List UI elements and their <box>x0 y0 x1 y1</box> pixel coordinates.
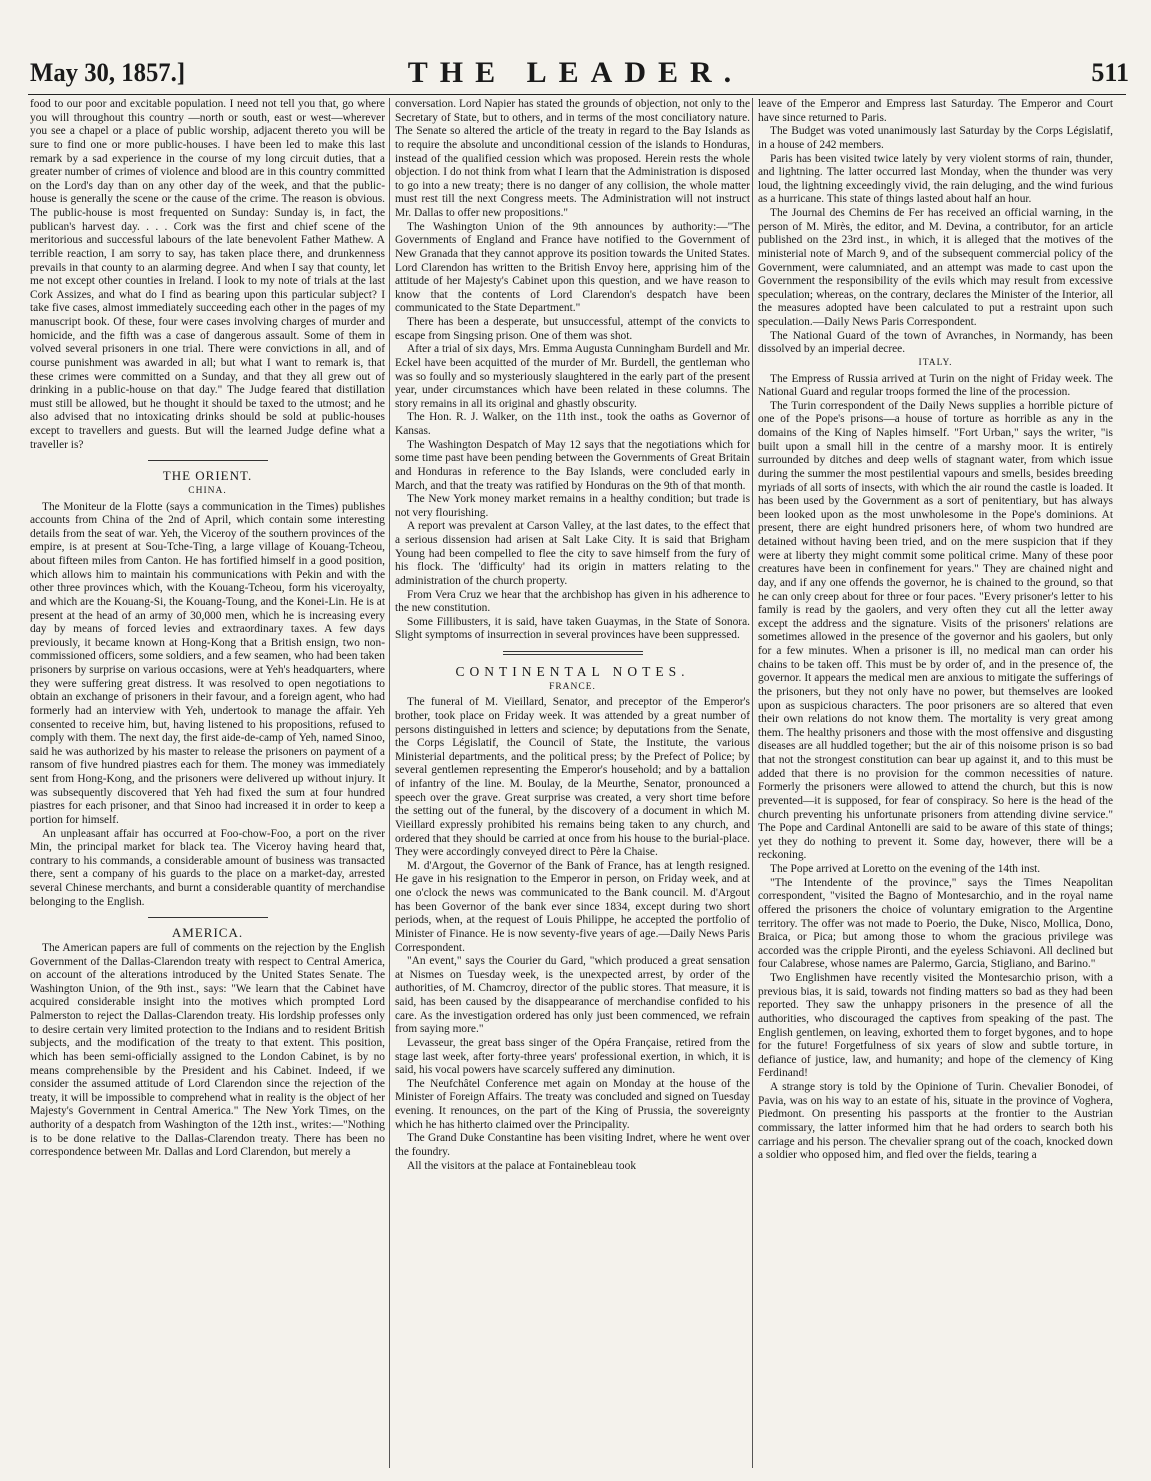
paragraph: The American papers are full of comments on the rejection by the English Government of the Dallas-Clarendon treaty with respect to Central America, on account of the alterations introduced by the United States Senate. The Washington Union, of the 9th inst., says: "We learn that the Cabinet have acquired considerable insight into the motives which prompted Lord Palmerston to reject the Dallas-Clarendon treaty. His lordship professes only to desire certain very limited protection to the Indians and to resident British subjects, and the modification of the treaty to that extent. This position, which has been semi-officially assigned to the London Cabinet, is by no means comprehensible by the President and his Cabinet. Indeed, if we consider the assumed attitude of Lord Clarendon since the rejection of the treaty, it will be impossible to comprehend what in reality is the object of her Majesty's Government in Central America." The New York Times, on the authority of a despatch from Washington of the 12th inst., writes:—"Nothing is to be done relative to the Dallas-Clarendon treaty. There has been no correspondence between Mr. Dallas and Lord Clarendon, but merely a <box>30 941 385 1159</box>
paragraph: The Pope arrived at Loretto on the evening of the 14th inst. <box>770 863 1041 875</box>
section-heading-continental-notes: CONTINENTAL NOTES. <box>455 664 690 679</box>
paragraph: The Washington Union of the 9th announces by authority:—"The Governments of England and France have notified to the Government of New Granada that they cannot approve its position towards the United States. Lord Clarendon has written to the British Envoy here, apprising him of the attitude of her Majesty's Cabinet upon this question, and we have reason to know that the contents of Lord Clarendon's despatch have been communicated to the State Department." <box>395 220 750 315</box>
paragraph: From Vera Cruz we hear that the archbishop has given in his adherence to the new constitution. <box>395 588 750 615</box>
section-heading-orient: THE ORIENT. <box>162 468 253 484</box>
paragraph: There has been a desperate, but unsuccessful, attempt of the convicts to escape from Singsing prison. One of them was shot. <box>395 316 750 342</box>
paragraph: The Hon. R. J. Walker, on the 11th inst., took the oaths as Governor of Kansas. <box>395 411 750 437</box>
paragraph: conversation. Lord Napier has stated the grounds of objection, not only to the Secretary of State, but to others, and in terms of the most conciliatory nature. The Senate so altered the article of the treaty in regard to the Bay Islands as to require the absolute and unconditional cession of the islands to Honduras, instead of the qualified cession which was proposed. Herein rests the whole objection. I do not think from what I learn that the Administration is disposed to go into a new treaty; there is no danger of any collision, the whole matter must rest till the next Congress meets. The Administration will not instruct Mr. Dallas to offer new propositions." <box>395 98 750 219</box>
paragraph: A report was prevalent at Carson Valley, at the last dates, to the effect that a serious dissension had arisen at Salt Lake City. It is said that Brigham Young had been compelled to flee the city to save himself from the fury of his flock. The 'difficulty' had its origin in matters relating to the administration of the church property. <box>395 520 750 587</box>
paragraph: The Turin correspondent of the Daily News supplies a horrible picture of one of the Pope's prisons—a house of torture as horrible as any in the domains of the King of Naples himself. "Fort Urban," says the writer, "is built upon a small hill in the centre of a marshy moor. It is entirely surrounded by ditches and deep wells of stagnant water, from which issue during the summer the most pestilential vapours and smells, besides breeding myriads of all sorts of insects, with which the air round the castle is loaded. It has been used by the Government as a sort of penitentiary, but has always been looked upon as the most unwholesome in the Pope's dominions. At present, there are eight hundred prisoners here, of whom two hundred are detained without having been tried, and on the mere suspicion that if they were at liberty they might commit some political crime. Many of these poor creatures have been in confinement for years." They are chained night and day, and if any one offends the governor, he is chained to the ground, so that he can only creep about for three or four paces. "Every prisoner's letter to his family is read by the gaolers, and very often they cut all the letter away except the address and the signature. Visits of the prisoners' relations are sometimes allowed in the presence of the governor and his gaolers, but only for a few minutes. When a prisoner is ill, no medical man can order his chains to be taken off. This must be by order of, and in the presence of, the governor. It appears the medical men are anxious to mitigate the sufferings of the prisoners, but they not only have no power, but themselves are looked upon as suspicious characters. The poor prisoners are so altered that even their own relations do not know them. The mortality is very great among them. The healthy prisoners and those with the most offensive and disgusting diseases are all huddled together; but the air of this noisome prison is so bad that not the strongest constitution can bear up against it, and to this must be added that there is no provision for the common necessities of nature. Formerly the prisoners were allowed to attend the church, but this is now prevented—it is supposed, for fear of conspiracy. So here is the head of the church preventing his unfortunate prisoners from attending divine service." The Pope and Cardinal Antonelli are said to be aware of this state of things; yet they do nothing to prevent it. Some day, however, there will be a reckoning. <box>758 399 1113 862</box>
section-divider <box>503 651 643 655</box>
column-1 <box>30 98 385 1468</box>
masthead-title: THE LEADER. <box>407 56 744 89</box>
paragraph: Two Englishmen have recently visited the Montesarchio prison, with a previous bias, it is said, towards not finding matters so bad as they had been reported. They saw the unhappy prisoners in the presence of all the authorities, who discouraged the captives from speaking of the past. The English gentlemen, on leaving, exhorted them to forget bygones, and to hope for the future! Forgetfulness of six years of slow and subtle torture, in defiance of justice, law, and humanity; and hope of the clemency of King Ferdinand! <box>758 972 1113 1080</box>
paragraph: The Grand Duke Constantine has been visiting Indret, where he went over the foundry. <box>395 1132 750 1158</box>
section-divider <box>148 460 268 461</box>
paragraph: The National Guard of the town of Avranches, in Normandy, has been dissolved by an imperial decree. <box>758 329 1113 356</box>
paragraph: The Empress of Russia arrived at Turin on the night of Friday week. The National Guard and regular troops formed the line of the procession. <box>758 372 1113 399</box>
issue-date: May 30, 1857.] <box>30 58 186 87</box>
paragraph: The Moniteur de la Flotte (says a communication in the Times) publishes accounts from China of the 2nd of April, which contain some interesting details from the seat of war. Yeh, the Viceroy of the southern provinces of the empire, is at present at Sou-Tche-Ting, a large village of Kouang-Tcheou, about fifteen miles from Canton. He has fortified himself in a good position, which allows him to maintain his communications with Pekin and with the other three provinces which, with the Kouang-Tcheou, form his viceroyalty, and which are the Kouang-Si, the Kouang-Toung, and the Konei-Lin. He is at present at the head of an army of 30,000 men, which he is increasing every day by means of forced levies and extraordinary taxes. A few days previously, it became known at Hong-Kong that a British ensign, two non-commissioned officers, some soldiers, and a few seamen, who had been taken prisoners by surprise on various occasions, were at Yeh's headquarters, where they were suffering great distress. It was resolved to open negotiations to obtain an exchange of prisoners in their favour, and a foreign agent, who had formerly had an interview with Yeh, undertook to manage the affair. Yeh consented to receive him, but, having listened to his propositions, refused to comply with them. The next day, the first aide-de-camp of Yeh, named Sinoo, said he was authorized by his master to release the prisoners on payment of a ransom of five hundred piastres each for them. The money was immediately sent from Hong-Kong, and the prisoners were delivered up without injury. It was subsequently discovered that Yeh had fixed the sum at four hundred piastres for each prisoner, and that Sinoo had increased it in order to keep a portion for himself. <box>30 500 385 826</box>
paragraph: The Journal des Chemins de Fer has received an official warning, in the person of M. Mirès, the editor, and M. Devina, a contributor, for an article published on the 23rd inst., in which, it is alleged that the motives of the ministerial note of March 9, and of the subsequent commercial policy of the Government, were calumniated, and an attempt was made to cast upon the Government the responsibility of the evils which may result from excessive speculation; whereas, on the contrary, declares the Minister of the Interior, all the measures adopted have been calculated to put a restraint upon such speculation.—Daily News Paris Correspondent. <box>758 207 1113 328</box>
subheading-italy: ITALY. <box>918 357 953 368</box>
page-number: 511 <box>1091 58 1129 87</box>
paragraph: The New York money market remains in a healthy condition; but trade is not very flourishing. <box>395 493 750 519</box>
section-divider <box>148 917 268 918</box>
paragraph: Paris has been visited twice lately by very violent storms of rain, thunder, and lightning. The latter occurred last Monday, when the thunder was very loud, the lightning exceedingly vivid, the rain deluging, and the wind furious as a hurricane. This state of things lasted about half an hour. <box>758 152 1113 206</box>
column-2 <box>395 98 750 1468</box>
column-3 <box>758 98 1113 1468</box>
paragraph: leave of the Emperor and Empress last Saturday. The Emperor and Court have since returned to Paris. <box>758 98 1113 124</box>
paragraph: Some Fillibusters, it is said, have taken Guaymas, in the State of Sonora. Slight symptoms of insurrection in several provinces have been suppressed. <box>395 615 750 642</box>
column-rule <box>389 98 390 1468</box>
paragraph: The Budget was voted unanimously last Saturday by the Corps Législatif, in a house of 242 members. <box>758 125 1113 151</box>
paragraph: "An event," says the Courier du Gard, "which produced a great sensation at Nismes on Tuesday week, is the unexpected arrest, by order of the authorities, of M. Chamcroy, director of the public stores. That measure, it is said, has been caused by the disappearance of merchandise confided to his care. As the investigation ordered has only just been commenced, we refrain from saying more." <box>395 955 750 1036</box>
paragraph: An unpleasant affair has occurred at Foo-chow-Foo, a port on the river Min, the principal market for black tea. The Viceroy having heard that, contrary to his commands, a considerable amount of business was transacted there, sent a company of his guards to the place on a market-day, arrested several Chinese merchants, and burnt a considerable quantity of merchandise belonging to the English. <box>30 827 385 908</box>
paragraph: The Washington Despatch of May 12 says that the negotiations which for some time past have been pending between the Governments of Great Britain and Honduras in reference to the Bay Islands, were concluded early in March, and that the treaty was ratified by Honduras on the 9th of that month. <box>395 438 750 492</box>
paragraph: The funeral of M. Vieillard, Senator, and preceptor of the Emperor's brother, took place on Friday week. It was attended by a great number of persons distinguished in letters and science; by deputations from the Senate, the Corps Législatif, the Council of State, the Institute, the various Ministerial departments, and the political press; by the Prefect of Police; by several gentlemen representing the Emperor's household; and by a battalion of infantry of the line. M. Boulay, de la Meurthe, Senator, pronounced a speech over the grave. Great surprise was created, a very short time before the setting out of the funeral, by the discovery of a document in which M. Vieillard expressly prohibited his remains being taken to any church, and ordered that they should be carried at once from his house to the burial-place. They were accordingly conveyed direct to Père la Chaise. <box>395 696 750 859</box>
subheading-france: FRANCE. <box>549 681 596 692</box>
paragraph: The Neufchâtel Conference met again on Monday at the house of the Minister of Foreign Affairs. The treaty was concluded and signed on Tuesday evening. It renounces, on the part of the King of Prussia, the sovereignty which he has hitherto claimed over the Principality. <box>395 1077 750 1131</box>
section-heading-america: AMERICA. <box>171 925 244 941</box>
paragraph: M. d'Argout, the Governor of the Bank of France, has at length resigned. He gave in his resignation to the Emperor in person, on Friday week, and at one o'clock the news was communicated to the Bank council. M. d'Argout has been Governor of the bank ever since 1834, except during two short periods, when, at the request of Louis Philippe, he accepted the portfolio of Minister of Finance. He is now seventy-five years of age.—Daily News Paris Correspondent. <box>395 859 750 954</box>
page-header <box>0 52 1151 94</box>
paragraph: food to our poor and excitable population. I need not tell you that, go where you will throughout this country —north or south, east or west—wherever you see a chapel or a place of public worship, adjacent thereto you will be sure to find one or more public-houses. I have been led to make this last remark by a sad experience in the course of my long circuit duties, that a greater number of crimes of violence and blood are in this country committed on the Lord's day than on any other day of the week, and that the public-house is generally the scene or the cause of the crime. The reason is obvious. The public-house is most frequented on Sunday: Sunday is, in fact, the publican's harvest day. . . . Cork was the first and chief scene of the meritorious and successful labours of the late benevolent Father Mathew. A terrible reaction, I am sorry to say, has taken place there, and drunkenness prevails in that county to an alarming degree. And when I say that county, let me not except other counties in Ireland. I look to my note of trials at the last Cork Assizes, and what do I find as bearing upon this particular subject? I take five cases, almost immediately succeeding each other in the pages of my manuscript book. Of these, four were cases involving charges of murder and homicide, and the fifth was a case of dangerous assault. Some of them in volved several prisoners in one trial. There were convictions in all, and of course punishment was awarded in all; but what I want to remark is, that these crimes were committed on a Sunday, and that they all grew out of drinking in a public-house on that day." The Judge feared that distillation must still be allowed, but he thought it should be taxed to the utmost; and he also advised that no intoxicating drinks should be sold at public-houses except to travellers and guests. But will the learned Judge define what a traveller is? <box>30 98 385 451</box>
header-rule <box>28 94 1126 95</box>
paragraph: Levasseur, the great bass singer of the Opéra Française, retired from the stage last week, after forty-three years' professional exertion, in which, it is said, his vocal powers have scarcely suffered any diminution. <box>395 1036 750 1077</box>
subheading-china: CHINA. <box>188 485 227 496</box>
column-rule <box>752 98 753 1468</box>
paragraph: All the visitors at the palace at Fontainebleau took <box>407 1159 637 1172</box>
paragraph: After a trial of six days, Mrs. Emma Augusta Cunningham Burdell and Mr. Eckel have been acquitted of the murder of Mr. Burdell, the gentleman who was so foully and so mysteriously slaughtered in the early part of the present year, under circumstances which have been related in these columns. The story remains in all its original and ghastly obscurity. <box>395 343 750 410</box>
paragraph: "The Intendente of the province," says the Times Neapolitan correspondent, "visited the Bagno of Montesarchio, and in the royal name offered the prisoners the choice of voluntary emigration to the Argentine territory. The offer was not made to Poerio, the Duke, Nisco, Mollica, Dono, Braica, or Pica; but among those to whom the gracious privilege was accorded was the cripple Pironti, and the eyeless Schiavoni. All declined but four Calabrese, whose names are Palermo, Garcia, Stigliano, and Barino." <box>758 876 1113 971</box>
paragraph: A strange story is told by the Opinione of Turin. Chevalier Bonodei, of Pavia, was on his way to an estate of his, situate in the province of Voghera, Piedmont. On presenting his passports at the frontier to the Austrian commissary, the latter informed him that he had orders to search both his carriage and his person. The chevalier sprang out of the coach, knocked down a soldier who opposed him, and fled over the fields, tearing a <box>758 1081 1113 1162</box>
